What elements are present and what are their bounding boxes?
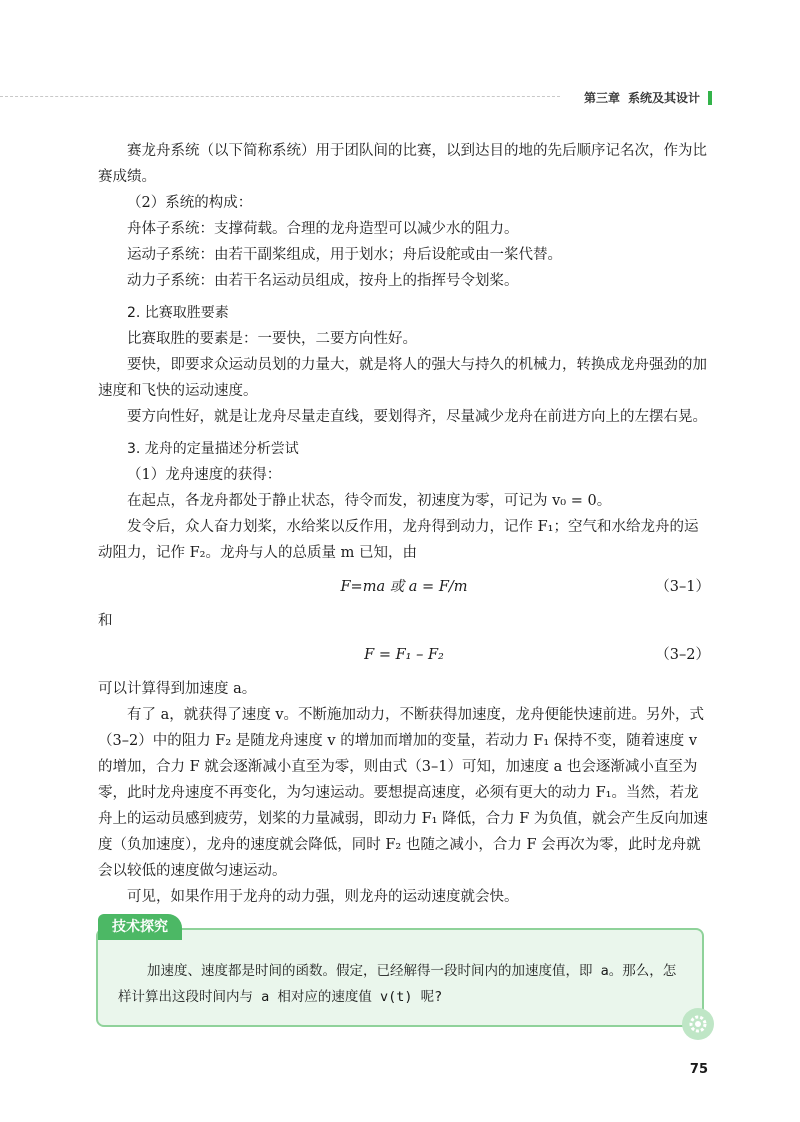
paragraph: 在起点，各龙舟都处于静止状态，待令而发，初速度为零，可记为 v₀ = 0。 xyxy=(127,493,612,509)
section-heading: 2. 比赛取胜要素 xyxy=(127,305,229,321)
chapter-title: 系统及其设计 xyxy=(627,91,700,105)
paragraph: 和 xyxy=(98,613,113,629)
equation-3-2 xyxy=(98,640,710,670)
paragraph: 赛龙舟系统（以下简称系统）用于团队间的比赛，以到达目的地的先后顺序记名次，作为比赛成绩。 xyxy=(98,143,707,185)
list-item: 运动子系统：由若干副桨组成，用于划水；舟后设舵或由一桨代替。 xyxy=(127,247,562,263)
paragraph: 比赛取胜的要素是：一要快，二要方向性好。 xyxy=(127,331,417,347)
paragraph: 要快，即要求众运动员划的力量大，就是将人的强大与持久的机械力，转换成龙舟强劲的加速度和飞快的运动速度。 xyxy=(98,357,707,399)
running-header xyxy=(584,89,712,106)
list-item: 动力子系统：由若干名运动员组成，按舟上的指挥号令划桨。 xyxy=(127,273,519,289)
paragraph: 可以计算得到加速度 a。 xyxy=(98,681,257,697)
tech-inquiry-label: 技术探究 xyxy=(98,914,182,940)
equation-number: （3–1） xyxy=(655,579,710,595)
list-item: 舟体子系统：支撑荷载。合理的龙舟造型可以减少水的阻力。 xyxy=(127,221,519,237)
equation-3-1 xyxy=(98,572,710,602)
subsection-heading: （1）龙舟速度的获得： xyxy=(127,467,282,483)
gear-icon xyxy=(682,1008,714,1040)
paragraph: 发令后，众人奋力划桨，水给桨以反作用，龙舟得到动力，记作 F₁；空气和水给龙舟的运动阻力，记作 F₂。龙舟与人的总质量 m 已知，由 xyxy=(98,519,699,561)
chapter-label: 第三章 xyxy=(583,91,620,105)
equation-number: （3–2） xyxy=(655,647,710,663)
body-text xyxy=(98,138,710,910)
tech-inquiry-text: 加速度、速度都是时间的函数。假定，已经解得一段时间内的加速度值，即 a。那么，怎样计算出这段时间内与 a 相对应的速度值 v(t) 呢? xyxy=(118,963,677,1005)
page-number: 75 xyxy=(689,1062,708,1077)
paragraph: 要方向性好，就是让龙舟尽量走直线，要划得齐，尽量减少龙舟在前进方向上的左摆右晃。 xyxy=(127,409,707,425)
header-accent-bar xyxy=(708,91,712,105)
equation-formula: F = F₁ – F₂ xyxy=(364,647,444,663)
section-heading: 3. 龙舟的定量描述分析尝试 xyxy=(127,441,299,457)
paragraph: 有了 a，就获得了速度 v。不断施加动力，不断获得加速度，龙舟便能快速前进。另外，式（3–2）中的阻力 F₂ 是随龙舟速度 v 的增加而增加的变量，若动力 F₁ 保持不变，随着速度 v 的增加，合力 F 就会逐渐减小直至为零，则由式（3–1）可知，加速度 a 也会逐渐减小直至为零，此时龙舟速度不再变化，为匀速运动。要想提高速度，必须有更大的动力 F₁。当然，若龙舟上的运动员感到疲劳，划桨的力量减弱，即动力 F₁ 降低，合力 F 为负值，就会产生反向加速度（负加速度），龙舟的速度就会降低，同时 F₂ 也随之减小，合力 F 会再次为零，此时龙舟就会以较低的速度做匀速运动。 xyxy=(98,707,708,879)
header-divider xyxy=(0,96,560,97)
paragraph: 可见，如果作用于龙舟的动力强，则龙舟的运动速度就会快。 xyxy=(127,889,519,905)
subsection-heading: （2）系统的构成： xyxy=(127,195,253,211)
equation-formula: F=ma 或 a = F/m xyxy=(340,579,468,595)
